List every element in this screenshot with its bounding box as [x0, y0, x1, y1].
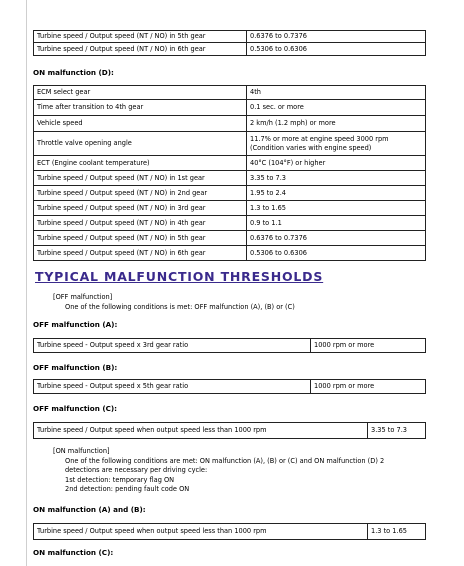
condition-cell: Turbine speed / Output speed (NT / NO) in 6th gear — [34, 246, 247, 261]
condition-cell: Turbine speed / Output speed (NT / NO) in 5th gear — [34, 231, 247, 246]
table-row — [34, 339, 426, 353]
table-row — [34, 380, 426, 394]
table-row — [34, 43, 426, 56]
off-malfunction-b-heading: OFF malfunction (B): — [33, 363, 118, 372]
on-malfunction-d-table — [33, 85, 426, 261]
on-malfunction-c-heading: ON malfunction (C): — [33, 548, 114, 557]
off-malfunction-c-heading: OFF malfunction (C): — [33, 404, 118, 413]
value-cell: 0.9 to 1.1 — [247, 216, 426, 231]
condition-cell: Turbine speed / Output speed (NT / NO) in 3rd gear — [34, 201, 247, 216]
value-cell: 2 km/h (1.2 mph) or more — [247, 116, 426, 132]
value-cell: 1000 rpm or more — [311, 380, 426, 394]
condition-cell: Throttle valve opening angle — [34, 132, 247, 156]
condition-cell: Turbine speed / Output speed (NT / NO) in 1st gear — [34, 171, 247, 186]
condition-cell: Turbine speed / Output speed when output speed less than 1000 rpm — [34, 423, 368, 439]
on-malfunction-note — [53, 447, 384, 495]
table-row — [34, 156, 426, 171]
table-row — [34, 116, 426, 132]
value-cell: 0.1 sec. or more — [247, 100, 426, 116]
value-cell: 1.95 to 2.4 — [247, 186, 426, 201]
condition-cell: Turbine speed / Output speed (NT / NO) in 5th gear — [34, 31, 247, 43]
value-cell: 3.35 to 7.3 — [247, 171, 426, 186]
table-row — [34, 246, 426, 261]
table-row — [34, 132, 426, 156]
off-malfunction-label: [OFF malfunction] — [53, 293, 113, 301]
table-row — [34, 100, 426, 116]
table-row — [34, 201, 426, 216]
value-cell: 1.3 to 1.65 — [247, 201, 426, 216]
on-malfunction-text: 2nd detection: pending fault code ON — [65, 485, 190, 494]
value-cell: 4th — [247, 86, 426, 100]
value-line: 11.7% or more at engine speed 3000 rpm — [250, 134, 389, 143]
condition-cell: Turbine speed / Output speed (NT / NO) in 2nd gear — [34, 186, 247, 201]
value-cell: 0.5306 to 0.6306 — [247, 246, 426, 261]
off-malfunction-b-table — [33, 379, 426, 394]
off-malfunction-note — [53, 293, 295, 312]
table-row — [34, 423, 426, 439]
table-row — [34, 231, 426, 246]
on-malfunction-text: detections are necessary per driving cycle: — [65, 466, 208, 475]
off-malfunction-a-table — [33, 338, 426, 353]
table-row — [34, 86, 426, 100]
condition-cell: Vehicle speed — [34, 116, 247, 132]
value-cell: 3.35 to 7.3 — [368, 423, 426, 439]
on-malfunction-label: [ON malfunction] — [53, 447, 110, 455]
value-cell: 1.3 to 1.65 — [368, 524, 426, 540]
condition-cell: ECT (Engine coolant temperature) — [34, 156, 247, 171]
on-malfunction-ab-heading: ON malfunction (A) and (B): — [33, 505, 146, 514]
table-row — [34, 524, 426, 540]
condition-cell: Turbine speed / Output speed (NT / NO) in 4th gear — [34, 216, 247, 231]
on-malfunction-ab-table — [33, 523, 426, 540]
document-page — [26, 0, 461, 566]
value-line-note: (Condition varies with engine speed) — [250, 143, 372, 152]
condition-cell: ECM select gear — [34, 86, 247, 100]
value-cell: 40°C (104°F) or higher — [247, 156, 426, 171]
section-title: TYPICAL MALFUNCTION THRESHOLDS — [35, 269, 324, 284]
condition-cell: Time after transition to 4th gear — [34, 100, 247, 116]
value-cell — [247, 132, 426, 156]
off-malfunction-text: One of the following conditions is met: OFF malfunction (A), (B) or (C) — [65, 302, 295, 311]
on-malfunction-d-heading: ON malfunction (D): — [33, 68, 114, 77]
on-malfunction-text: One of the following conditions are met: ON malfunction (A), (B) or (C) and ON malfunction (D) 2 — [65, 456, 385, 465]
value-cell: 0.6376 to 0.7376 — [247, 31, 426, 43]
condition-cell: Turbine speed / Output speed when output speed less than 1000 rpm — [34, 524, 368, 540]
off-malfunction-a-heading: OFF malfunction (A): — [33, 320, 118, 329]
value-cell: 1000 rpm or more — [311, 339, 426, 353]
condition-cell: Turbine speed - Output speed x 3rd gear ratio — [34, 339, 311, 353]
off-malfunction-c-table — [33, 422, 426, 439]
on-malfunction-text: 1st detection: temporary flag ON — [65, 475, 175, 484]
value-cell: 0.5306 to 0.6306 — [247, 43, 426, 56]
gear-ratio-table-top — [33, 30, 426, 56]
condition-cell: Turbine speed - Output speed x 5th gear ratio — [34, 380, 311, 394]
table-row — [34, 186, 426, 201]
condition-cell: Turbine speed / Output speed (NT / NO) in 6th gear — [34, 43, 247, 56]
value-cell: 0.6376 to 0.7376 — [247, 231, 426, 246]
table-row — [34, 31, 426, 43]
table-row — [34, 216, 426, 231]
table-row — [34, 171, 426, 186]
